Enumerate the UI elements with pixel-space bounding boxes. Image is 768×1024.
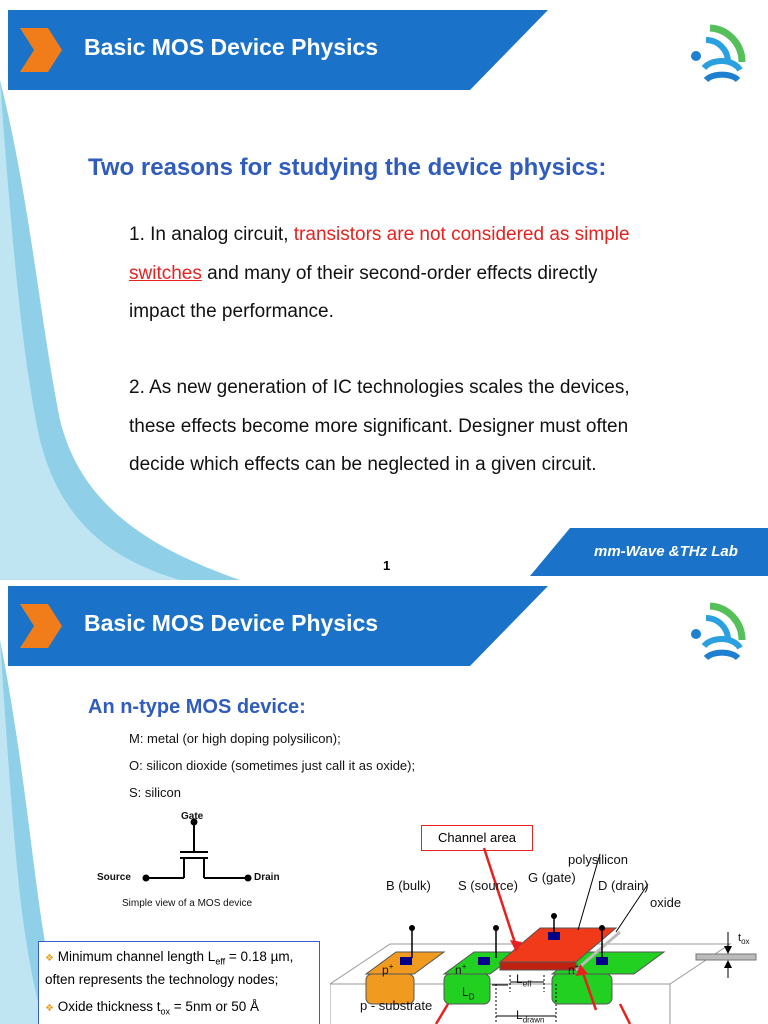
tox-label: $t_{ox}$ (738, 932, 750, 947)
diamond-bullet-icon: ❖ (45, 953, 54, 964)
channel-area-label: Channel area (437, 830, 517, 845)
symbol-gate-label: Gate (181, 811, 204, 822)
point-2-line-b: these effects become more significant. Designer must often (129, 415, 629, 437)
note-channel-length: ❖ Minimum channel length $L_{eff} = 0.18$ µm, often represents the technology nodes; (45, 949, 294, 987)
mos-cross-section (330, 820, 768, 1024)
pplus-label: p+ (382, 962, 394, 977)
nplus-right-label: n+ (568, 962, 580, 977)
polysilicon-label: polysilicon (568, 852, 628, 867)
point-1-text-a: 1. In analog circuit, (129, 224, 294, 245)
point-1-text-b: and many of their second-order effects directly (201, 262, 598, 284)
symbol-drain-label: Drain (254, 872, 280, 883)
oxide-label: oxide (650, 895, 682, 910)
symbol-source-label: Source (97, 872, 131, 883)
point-2-line-a: 2. As new generation of IC technologies scales the devices, (129, 377, 630, 398)
diamond-bullet-icon: ❖ (45, 1002, 54, 1014)
substrate-label: p - substrate (360, 998, 433, 1013)
lab-name: mm-Wave &THz Lab (594, 543, 738, 560)
lab-logo (684, 18, 754, 88)
gate-label: G (gate) (528, 870, 576, 885)
ld-label: $L_D$ (462, 985, 475, 1002)
point-2-line-c: decide which effects can be neglected in a given circuit. (129, 454, 597, 475)
symbol-caption: Simple view of a MOS device (122, 898, 253, 909)
note-oxide-thickness: ❖ Oxide thickness $t_{ox} = 5nm$ or 50 Å (45, 998, 259, 1017)
bulk-label: B (bulk) (386, 878, 431, 893)
point-1-highlight-b: switches (129, 262, 202, 284)
slide-title: Basic MOS Device Physics (84, 34, 379, 60)
slide-2 (0, 580, 768, 1024)
mos-line-o: O: silicon dioxide (sometimes just call it as oxide); (129, 758, 416, 773)
point-1 (129, 216, 729, 332)
drain-label: D (drain) (598, 878, 649, 893)
mos-line-m: M: metal (or high doping polysilicon); (129, 731, 341, 746)
slide-heading: An n-type MOS device: (88, 696, 306, 718)
notes-box (38, 941, 320, 1024)
point-1-highlight-a: transistors are not considered as simple (293, 224, 630, 245)
point-2 (129, 369, 729, 485)
page-number: 1 (383, 558, 391, 573)
nplus-left-label: n+ (455, 962, 467, 977)
slide-title: Basic MOS Device Physics (84, 610, 379, 636)
source-label: S (source) (458, 878, 518, 893)
ldrawn-label: $L_{drawn}$ (516, 1008, 545, 1024)
mos-line-s: S: silicon (129, 785, 182, 800)
channel-area-box (421, 825, 533, 851)
point-1-text-c: impact the performance. (129, 301, 334, 322)
leff-label: $L_{eff}$ (516, 972, 532, 989)
slide-heading: Two reasons for studying the device physics: (88, 154, 607, 181)
lab-logo (684, 596, 754, 666)
